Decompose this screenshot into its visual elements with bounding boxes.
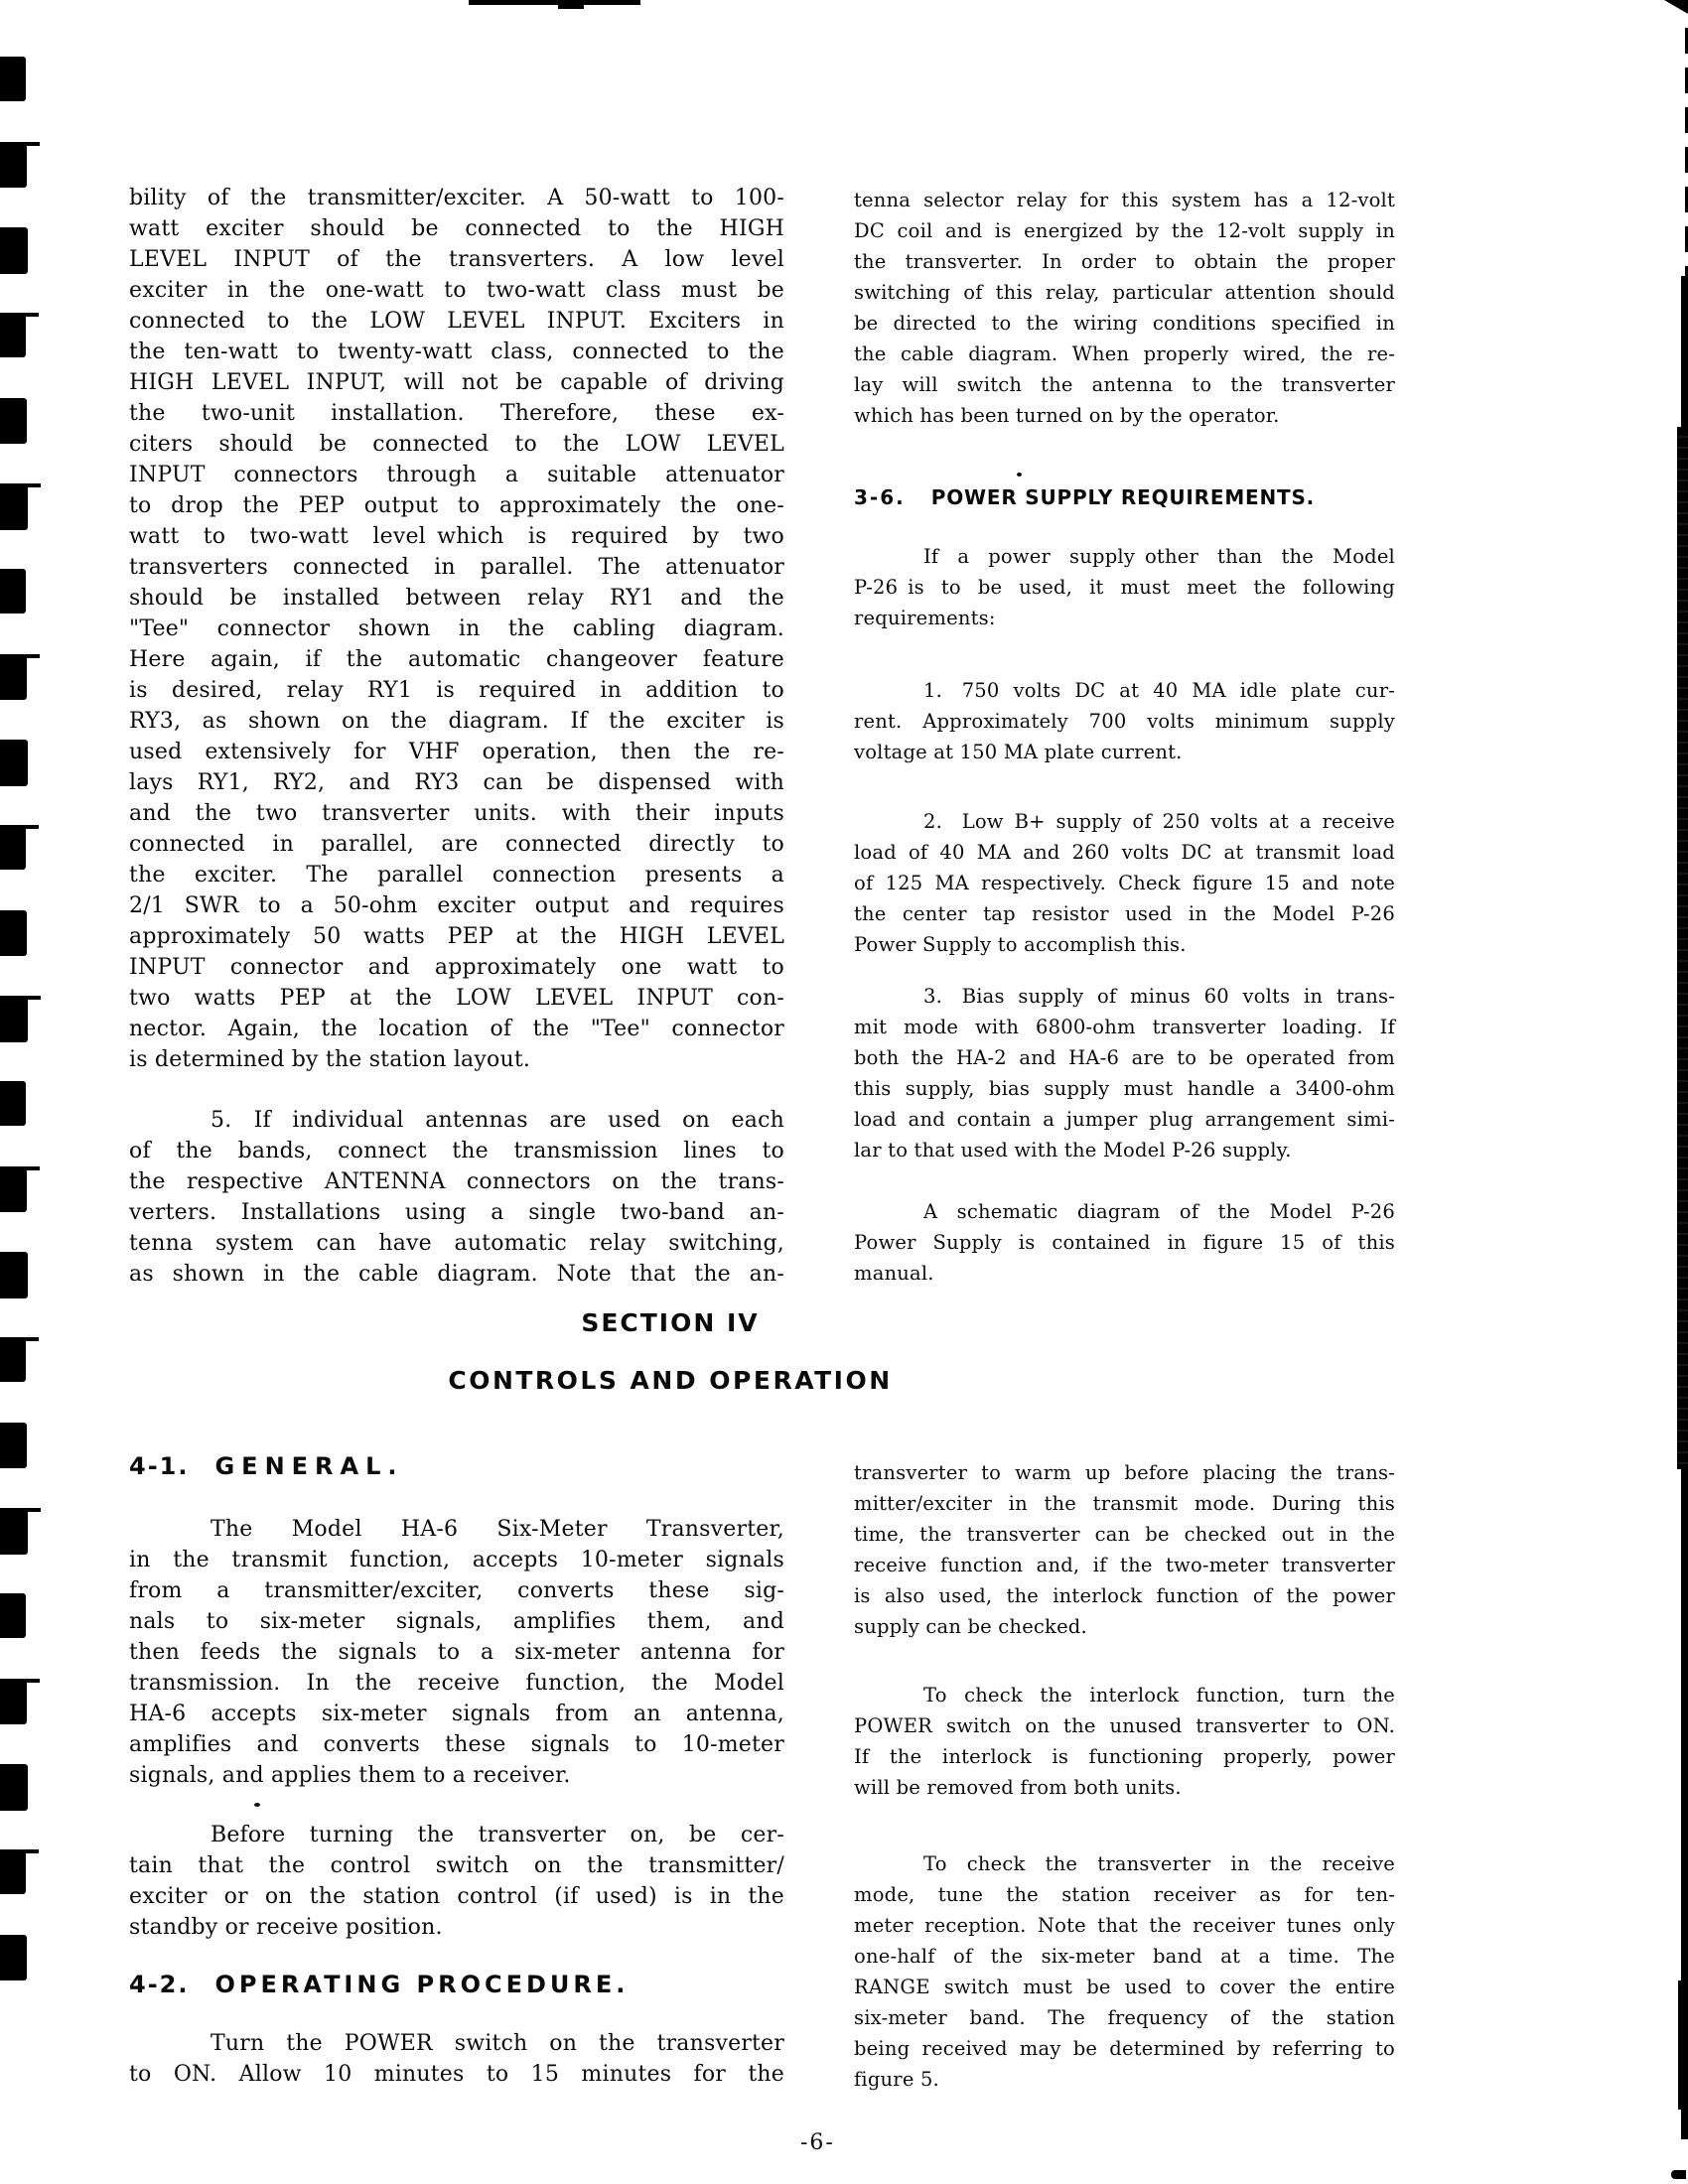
text-line: the transverter. In order to obtain the proper	[854, 250, 1395, 273]
section-iv-subtitle: CONTROLS AND OPERATION	[448, 1366, 893, 1395]
binding-hole-mark	[0, 1935, 27, 1980]
scan-corner-mark	[1664, 0, 1688, 14]
heading-number: 4-1.	[129, 1452, 190, 1480]
text-line: rent. Approximately 700 volts minimum supply	[854, 710, 1395, 733]
text-line: 2/1 SWR to a 50-ohm exciter output and requires	[129, 893, 784, 918]
text-line: watt to two-watt level which is required by two	[129, 524, 784, 549]
text-line: 3. Bias supply of minus 60 volts in trans-	[923, 985, 1395, 1008]
paragraph-antenna-relay	[854, 185, 1395, 431]
text-line: approximately 50 watts PEP at the HIGH LEVEL	[129, 924, 784, 949]
text-line: citers should be connected to the LOW LEVEL	[129, 432, 784, 457]
text-line: to ON. Allow 10 minutes to 15 minutes for the	[129, 2062, 784, 2087]
binding-hole-mark	[0, 1252, 28, 1298]
binding-hole-mark	[0, 313, 26, 357]
paragraph-power-supply-intro	[854, 541, 1395, 633]
text-line: "Tee" connector shown in the cabling diagram.	[129, 616, 784, 641]
text-line: mit mode with 6800-ohm transverter loading. If	[854, 1016, 1395, 1038]
text-line: manual.	[854, 1262, 934, 1285]
text-line: the two-unit installation. Therefore, these ex-	[129, 401, 784, 426]
binding-hole-mark	[0, 910, 27, 956]
scan-right-edge-streak-wide	[1677, 427, 1688, 1469]
binding-hole-mark	[0, 142, 27, 188]
left-column-lower	[129, 1451, 784, 2090]
page-number: -6-	[800, 2130, 835, 2155]
text-line: which has been turned on by the operator.	[854, 404, 1280, 427]
scan-top-edge-tick	[558, 4, 584, 9]
text-line: be directed to the wiring conditions specified in	[854, 312, 1395, 335]
text-line: The Model HA-6 Six-Meter Transverter,	[211, 1517, 784, 1542]
text-line: tain that the control switch on the transmitter/	[129, 1853, 784, 1878]
text-line: To check the interlock function, turn the	[923, 1684, 1395, 1706]
text-line: transverter to warm up before placing the trans-	[854, 1461, 1395, 1484]
binding-hole-mark	[0, 57, 26, 101]
text-line: DC coil and is energized by the 12-volt supply in	[854, 219, 1395, 242]
text-line: in the transmit function, accepts 10-meter signals	[129, 1548, 784, 1572]
binding-hole-mark	[0, 1764, 28, 1811]
text-line: of the bands, connect the transmission lines to	[129, 1139, 784, 1163]
text-line: receive function and, if the two-meter transverter	[854, 1554, 1395, 1576]
section-iv-title: SECTION IV	[581, 1308, 760, 1337]
scan-top-edge-mark	[469, 0, 640, 5]
text-line: meter reception. Note that the receiver tunes only	[854, 1914, 1395, 1937]
text-line: the respective ANTENNA connectors on the trans-	[129, 1169, 784, 1194]
heading-operating-procedure	[129, 1970, 784, 1999]
text-line: connected to the LOW LEVEL INPUT. Exciters in	[129, 309, 784, 334]
binding-hole-mark	[0, 1849, 26, 1894]
scan-right-edge-streak-lower	[1678, 1980, 1688, 2110]
text-line: being received may be determined by referring to	[854, 2037, 1395, 2060]
paragraph-check-interlock	[854, 1680, 1395, 1803]
text-line: figure 5.	[854, 2068, 939, 2091]
text-line: is also used, the interlock function of the power	[854, 1584, 1395, 1607]
heading-title: OPERATING PROCEDURE.	[214, 1971, 630, 1998]
heading-power-supply-requirements	[854, 482, 1395, 512]
text-line: load of 40 MA and 260 volts DC at transmit load	[854, 841, 1395, 864]
binding-hole-mark	[0, 483, 28, 530]
binding-hole-mark	[0, 740, 28, 786]
text-line: LEVEL INPUT of the transverters. A low level	[129, 247, 784, 272]
text-line: bility of the transmitter/exciter. A 50-watt to 100-	[129, 186, 784, 210]
paragraph-requirement-2	[854, 806, 1395, 960]
text-line: and the two transverter units. with their inputs	[129, 801, 784, 826]
paragraph-warm-up	[854, 1457, 1395, 1642]
text-line: switching of this relay, particular attention should	[854, 281, 1395, 304]
text-line: transverters connected in parallel. The attenuator	[129, 555, 784, 580]
text-line: RANGE switch must be used to cover the entire	[854, 1976, 1395, 1998]
text-line: signals, and applies them to a receiver.	[129, 1763, 571, 1788]
text-line: mitter/exciter in the transmit mode. During this	[854, 1492, 1395, 1515]
text-line: amplifies and converts these signals to 10-meter	[129, 1732, 784, 1757]
text-line: transmission. In the receive function, the Model	[129, 1671, 784, 1696]
paragraph-turn-power-on	[129, 2028, 784, 2090]
binding-hole-mark	[0, 1423, 27, 1468]
text-line: will be removed from both units.	[854, 1776, 1182, 1799]
text-line: POWER switch on the unused transverter to ON.	[854, 1714, 1395, 1737]
text-line: To check the transverter in the receive	[923, 1852, 1395, 1875]
heading-number: 4-2.	[129, 1971, 190, 1998]
text-line: is determined by the station layout.	[129, 1047, 531, 1072]
text-line: the center tap resistor used in the Model P-26	[854, 902, 1395, 925]
text-line: HA-6 accepts six-meter signals from an antenna,	[129, 1702, 784, 1726]
text-line: Turn the POWER switch on the transverter	[211, 2031, 784, 2056]
text-line: this supply, bias supply must handle a 3400-ohm	[854, 1077, 1395, 1100]
text-line: lays RY1, RY2, and RY3 can be dispensed with	[129, 770, 784, 795]
text-line: of 125 MA respectively. Check figure 15 and note	[854, 872, 1395, 894]
text-line: A schematic diagram of the Model P-26	[923, 1200, 1395, 1223]
text-line: 1. 750 volts DC at 40 MA idle plate cur-	[923, 679, 1395, 702]
text-line: connected in parallel, are connected directly to	[129, 832, 784, 857]
right-column-lower	[854, 1457, 1395, 2095]
paragraph-item-5-antennas	[129, 1105, 784, 1290]
paragraph-requirement-3	[854, 981, 1395, 1165]
text-line: tenna selector relay for this system has a 12-volt	[854, 189, 1395, 211]
paragraph-ha6-description	[129, 1514, 784, 1791]
text-line: as shown in the cable diagram. Note that the an-	[129, 1262, 784, 1287]
text-line: INPUT connectors through a suitable attenuator	[129, 463, 784, 487]
binding-hole-mark	[0, 825, 26, 870]
binding-hole-mark	[0, 654, 27, 700]
paragraph-check-receive-mode	[854, 1848, 1395, 2095]
text-line: 5. If individual antennas are used on each	[211, 1108, 784, 1133]
paragraph-before-turning-on	[129, 1820, 784, 1943]
text-line: Here again, if the automatic changeover feature	[129, 647, 784, 672]
text-line: RY3, as shown on the diagram. If the exciter is	[129, 709, 784, 734]
left-column-upper	[129, 183, 784, 1290]
scan-edge-smudge	[1671, 2170, 1686, 2179]
text-line: watt exciter should be connected to the HIGH	[129, 216, 784, 241]
heading-title: POWER SUPPLY REQUIREMENTS.	[930, 485, 1316, 509]
text-line: to drop the PEP output to approximately the one-	[129, 493, 784, 518]
text-line: supply can be checked.	[854, 1615, 1087, 1638]
text-line: is desired, relay RY1 is required in addition to	[129, 678, 784, 703]
text-line: INPUT connector and approximately one watt to	[129, 955, 784, 980]
binding-hole-mark	[0, 1508, 28, 1555]
binding-hole-mark	[0, 398, 27, 444]
text-line: P-26 is to be used, it must meet the following	[854, 576, 1395, 599]
text-line: two watts PEP at the LOW LEVEL INPUT con-	[129, 986, 784, 1011]
text-line: requirements:	[854, 607, 996, 629]
binding-hole-mark	[0, 1166, 27, 1212]
text-line: mode, tune the station receiver as for ten-	[854, 1883, 1395, 1906]
text-line: voltage at 150 MA plate current.	[854, 741, 1183, 763]
text-line: Before turning the transverter on, be cer-	[211, 1823, 784, 1847]
binding-hole-mark	[0, 1679, 27, 1724]
text-line: load and contain a jumper plug arrangement simi-	[854, 1108, 1395, 1131]
text-line: the exciter. The parallel connection presents a	[129, 863, 784, 887]
text-line: 2. Low B+ supply of 250 volts at a receive	[923, 810, 1395, 833]
text-line: HIGH LEVEL INPUT, will not be capable of driving	[129, 370, 784, 395]
right-column-upper	[854, 185, 1395, 1289]
text-line: If a power supply other than the Model	[923, 545, 1395, 568]
text-line: lar to that used with the Model P-26 supply.	[854, 1139, 1292, 1161]
text-line: nals to six-meter signals, amplifies them, and	[129, 1609, 784, 1634]
text-line: time, the transverter can be checked out in the	[854, 1523, 1395, 1546]
text-line: then feeds the signals to a six-meter antenna for	[129, 1640, 784, 1665]
text-line: both the HA-2 and HA-6 are to be operated from	[854, 1046, 1395, 1069]
text-line: If the interlock is functioning properly, power	[854, 1745, 1395, 1768]
binding-hole-mark	[0, 569, 26, 614]
text-line: exciter in the one-watt to two-watt class must be	[129, 278, 784, 303]
text-line: nector. Again, the location of the "Tee" connector	[129, 1017, 784, 1041]
text-line: the cable diagram. When properly wired, the re-	[854, 342, 1395, 365]
heading-number: 3-6.	[854, 485, 906, 509]
text-line: Power Supply to accomplish this.	[854, 933, 1187, 956]
binding-hole-mark	[0, 1081, 26, 1126]
text-line: used extensively for VHF operation, then the re-	[129, 740, 784, 764]
text-line: tenna system can have automatic relay switching,	[129, 1231, 784, 1256]
text-line: six-meter band. The frequency of the station	[854, 2006, 1395, 2029]
text-line: standby or receive position.	[129, 1915, 443, 1940]
text-line: lay will switch the antenna to the transverter	[854, 373, 1395, 396]
text-line: from a transmitter/exciter, converts these sig-	[129, 1578, 784, 1603]
text-line: the ten-watt to twenty-watt class, connected to the	[129, 340, 784, 364]
paragraph-requirement-1	[854, 675, 1395, 767]
heading-general	[129, 1451, 784, 1481]
text-line: exciter or on the station control (if used) is in the	[129, 1884, 784, 1909]
binding-hole-mark	[0, 227, 28, 274]
text-line: should be installed between relay RY1 and the	[129, 586, 784, 611]
text-line: Power Supply is contained in figure 15 of this	[854, 1231, 1395, 1254]
text-line: verters. Installations using a single two-band an-	[129, 1200, 784, 1225]
paragraph-schematic-note	[854, 1196, 1395, 1289]
binding-hole-mark	[0, 1593, 26, 1638]
text-line: one-half of the six-meter band at a time. The	[854, 1945, 1395, 1968]
paragraph-exciter-connections	[129, 183, 784, 1075]
binding-hole-mark	[0, 996, 28, 1042]
heading-title: GENERAL.	[214, 1452, 404, 1480]
